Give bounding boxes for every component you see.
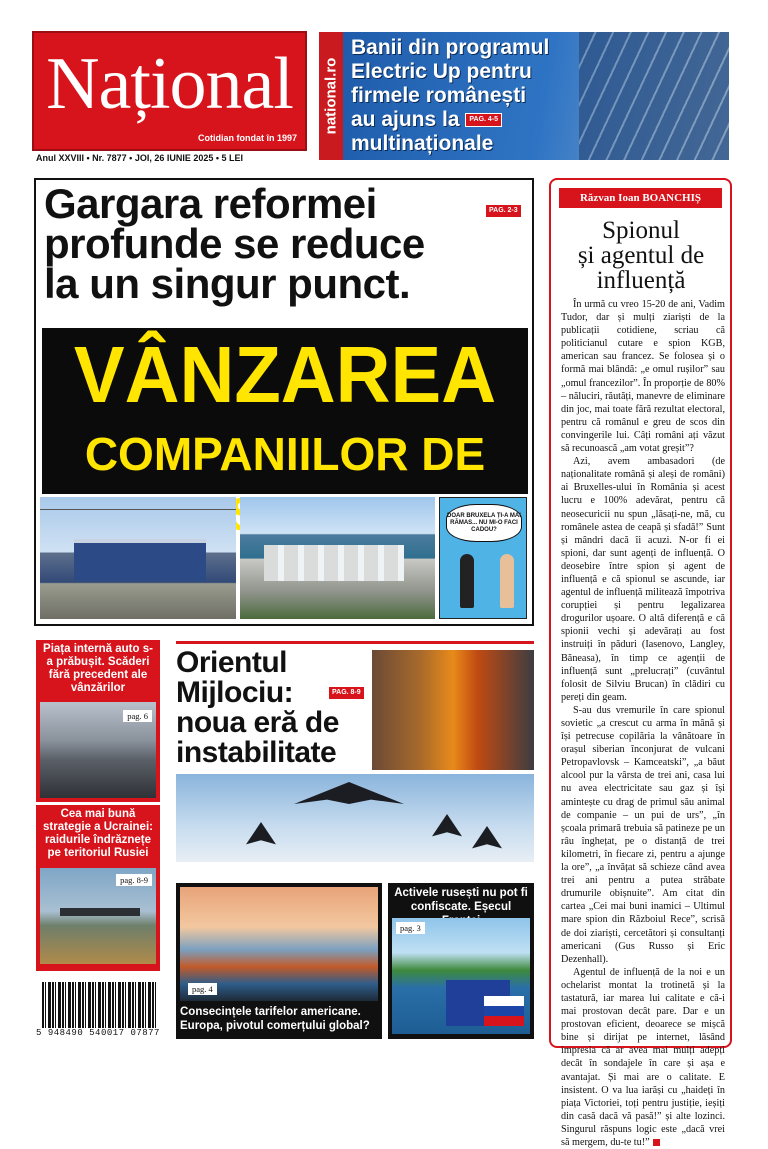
port-containers-photo <box>180 887 378 1001</box>
leaders-photo <box>372 650 534 770</box>
opinion-author: Răzvan Ioan BOANCHIȘ <box>559 188 722 208</box>
section-rule <box>176 641 534 644</box>
jet-silhouette <box>472 826 502 854</box>
russian-assets-title: Activele rusești nu pot fi confiscate. Eșecul <box>394 887 528 913</box>
opinion-paragraph: Agentul de influență de la noi e un ochelarist montat la trotinetă și la tastatură, iar marea lui calitate e că-i mai prostovan decât pare. Dar e un prostovan eficient, deoarece se mișcă bine și dirijat pe internet, lăsând impresia că ar avea mai mulți adepți decât în sondajele în care și așa e avantajat. Și mai are o calitate. E insistent. O va lua iarăși cu „haideți în piața Victoriei, toți pentru justiție, ieșiți din casă dacă vă pasă!” și alte lozinci. Singurul răspuns logic este „dacă vrei să mergem, du-te tu!” <box>561 966 725 1148</box>
dam-photo <box>240 497 435 619</box>
lead-pag-badge: PAG. 2-3 <box>485 204 522 218</box>
banner-site-label: national.ro <box>319 32 343 160</box>
lead-kicker-main: VÂNZAREA <box>73 330 497 421</box>
opinion-body <box>561 298 725 1149</box>
lead-kicker-sub: COMPANIILOR DE <box>84 428 486 480</box>
auto-pag-ref: pag. 6 <box>123 710 152 722</box>
catenary-wire <box>40 509 236 510</box>
train-photo <box>40 497 236 619</box>
cartoon-illustration <box>439 497 527 619</box>
logo-text: Național <box>46 43 293 125</box>
lead-kicker-panel <box>42 328 528 494</box>
barcode-digits: 5 948490 540017 07877 <box>36 1028 160 1038</box>
opinion-paragraph: În urmă cu vreo 15-20 de ani, Vadim Tudor, dar și mulți ziariști de la publicații cotidiene, scriau că politicianul cutare e spion KGB, american sau francez. Se folosea și o formă mai blândă: „e omul rușilor” sau „omul francezilor”. În proporție de 80% – năluciri, răutăți, manevre de eliminare din joc, mai toate fără rezultat electoral, pentru că românul e greu de scos din convingerile lui. Câți români ați văzut să recunoască „am votat greșit”? <box>561 299 725 455</box>
drone-shape <box>60 908 140 916</box>
tariffs-pag-ref: pag. 4 <box>188 983 217 995</box>
middle-east-pag-badge: PAG. 8-9 <box>328 686 365 700</box>
jet-silhouette <box>246 822 276 850</box>
barcode <box>36 982 160 1040</box>
opinion-paragraph: Azi, avem ambasadori (de naționalitate română și aleși de români) ai Bruxelles-ului în România și acest lucru e 100% adevărat, pentru că neosecuricii nu spun „lăsați-ne, mă, cu românele astea de ceapă și sfadă!” Sunt și mândri dacă îi acuzi. N-or fi ei spioni, dar sunt agenți de influență. O deosebire între spion și agent de influență e că spionul se ascunde, iar agentul de influență militează împotriva corupției și pentru legalizarea drogurilor ușoare. O altă diferență e că spionii vechi și adevărați au fost instruiți în păduri (Iasenovo, Langley, Băneasa), în timp ce agenții de influență sunt „prelucrați” (cuvântul folosit de Silviu Brucan) în clădiri cu pereți din geam. <box>561 456 725 703</box>
issue-line: Anul XXVIII • Nr. 7877 • JOI, 26 IUNIE 2025 • 5 LEI <box>36 153 244 163</box>
opinion-paragraph: S-au dus vremurile în care spionul sovietic „a crescut cu arma în mână și își petrecuse copilăria la vânătoare în orașul siberian înconjurat de vulcani Petropavlovsk – Kamceatski”, „a băut alcool pur la vârsta de trei ani, casa lui nu avea electricitate sau gaz și își amintește cu drag de primul său animal de companie – un pui de urs”, „în școala primară trebuia să patineze pe un râu înghețat, pe o distanță de trei kilometri, în fiecare zi, pentru a ajunge la ore”, „a învățat să schieze când avea trei ani pentru a putea străbate drumurile obișnuite”. Am citat din cartea „Cei mai buni inamici – Ultimul mare spion din Războiul Rece”, scrisă de doi ziariști, cercetători și consultanți americani (Gus Russo și Eric Dezenhall). <box>561 704 725 965</box>
russian-assets-pag-ref: pag. 3 <box>396 922 425 934</box>
cartoon-figure-left <box>460 554 474 608</box>
traffic-photo <box>40 702 156 798</box>
end-mark-icon <box>653 1139 660 1146</box>
tariffs-title: Consecințele tarifelor americane. Europa, pivotul comerțului global? <box>180 1006 370 1032</box>
ukraine-pag-ref: pag. 8-9 <box>116 874 152 886</box>
auto-market-title: Piața internă auto s-a prăbușit. Scăderi fără precedent ale vânzărilor <box>43 643 153 694</box>
logo-tagline: Cotidian fondat în 1997 <box>197 133 297 143</box>
cartoon-figure-right <box>500 554 514 608</box>
jet-silhouette <box>432 814 462 842</box>
locomotive-shape <box>74 539 206 581</box>
russia-flag-icon <box>484 996 524 1026</box>
drone-photo <box>40 868 156 964</box>
masthead-logo[interactable] <box>32 31 307 151</box>
middle-east-title[interactable]: Orientul Mijlociu: noua eră de instabilitate <box>176 646 339 769</box>
speech-bubble: DOAR BRUXELA ȚI-A MAI RĂMAS... NU MI-O FACI CADOU? <box>446 504 522 542</box>
bomber-silhouette <box>294 782 404 804</box>
ukraine-title: Cea mai bună strategie a Ucrainei: raidurile îndrăznețe pe teritoriul Rusiei <box>43 808 153 859</box>
banner-pag-badge: PAG. 4-5 <box>465 113 502 127</box>
dam-spillway <box>264 545 404 581</box>
lead-headline: Gargara reformei profunde se reduce la un singur punct. <box>44 180 425 307</box>
opinion-column[interactable] <box>549 178 732 1148</box>
banner-story[interactable] <box>319 32 729 160</box>
opinion-title: Spionul și agentul de influență <box>577 217 705 294</box>
coastal-photo <box>392 918 530 1034</box>
jets-photo <box>176 774 534 862</box>
banner-title: Banii din programul Electric Up pentru firmele românești au ajuns la PAG. 4-5 multinaționale <box>351 36 550 155</box>
barcode-bars <box>42 982 156 1028</box>
